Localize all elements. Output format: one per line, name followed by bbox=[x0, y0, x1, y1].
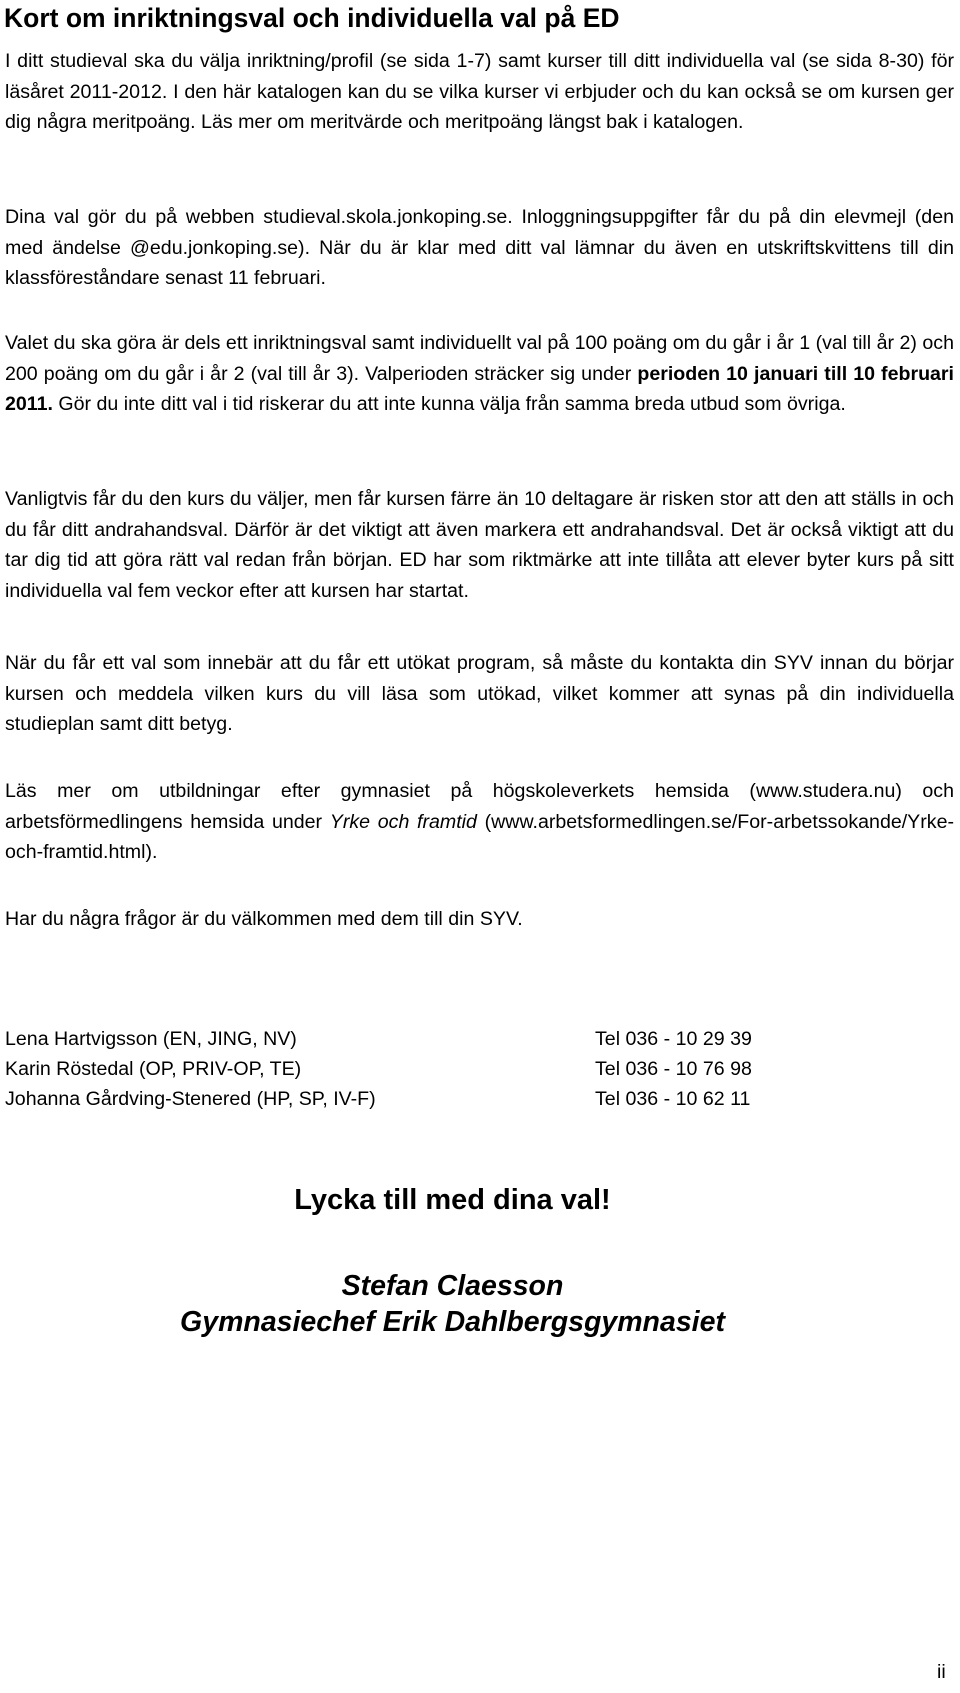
selection-period-warning: Gör du inte ditt val i tid riskerar du att inte kunna välja från samma breda utbud som övriga. bbox=[52, 393, 846, 415]
syv-contact-list bbox=[5, 1024, 954, 1114]
second-choice-paragraph: Vanligtvis får du den kurs du väljer, men får kursen färre än 10 deltagare är risken stor att den att ställs in och du får ditt andrahandsval. Därför är det viktigt att även markera ett andrahandsval. Det är också viktigt att du tar dig tid att göra rätt val redan från början. ED har som riktmärke att inte tillåta att elever byter kurs på sitt individuella val fem veckor efter att kursen har startat. bbox=[5, 488, 954, 602]
yrke-och-framtid-label: Yrke och framtid bbox=[329, 810, 477, 833]
extended-program-paragraph: När du får ett val som innebär att du får ett utökat program, så måste du kontakta din SYV innan du börjar kursen och meddela vilken kurs du vill läsa som utökad, vilket kommer att synas på din individuella studieplan samt ditt betyg. bbox=[5, 652, 954, 735]
page-number: ii bbox=[937, 1661, 946, 1683]
web-selection-paragraph: Dina val gör du på webben studieval.skola.jonkoping.se. Inloggningsuppgifter får du på din elevmejl (den med ändelse @edu.jonkoping.se). När du är klar med ditt val lämnar du även en utskriftskvittens till din klassföreståndare senast 11 februari. bbox=[5, 206, 954, 289]
signature-name: Stefan Claesson bbox=[341, 1270, 564, 1302]
contact-phone: Tel 036 - 10 76 98 bbox=[595, 1058, 752, 1080]
closing-greeting: Lycka till med dina val! bbox=[294, 1184, 611, 1216]
contact-name: Johanna Gårdving-Stenered (HP, SP, IV-F) bbox=[5, 1088, 376, 1110]
contact-name: Lena Hartvigsson (EN, JING, NV) bbox=[5, 1028, 297, 1050]
contact-phone: Tel 036 - 10 29 39 bbox=[595, 1028, 752, 1050]
selection-period-dates: perioden 10 januari till 10 februari 2011. bbox=[5, 362, 954, 415]
selection-period-paragraph bbox=[5, 328, 954, 420]
intro-paragraph: I ditt studieval ska du välja inriktning/profil (se sida 1-7) samt kurser till ditt individuella val (se sida 8-30) för läsåret 2011-2012. I den här katalogen kan du se vilka kurser vi erbjuder och du kan också se om kursen ger dig några meritpoäng. Läs mer om meritvärde och meritpoäng längst bak i katalogen. bbox=[5, 50, 954, 133]
signature-role: Gymnasiechef Erik Dahlbergsgymnasiet bbox=[180, 1306, 725, 1338]
further-reading-paragraph bbox=[5, 776, 954, 868]
contact-phone: Tel 036 - 10 62 11 bbox=[595, 1088, 751, 1110]
contact-name: Karin Röstedal (OP, PRIV-OP, TE) bbox=[5, 1058, 302, 1080]
contact-row bbox=[5, 1024, 954, 1054]
further-reading-text: Läs mer om utbildningar efter gymnasiet på högskoleverkets hemsida (www.studera.nu) och arbetsförmedlingens hemsida under bbox=[5, 780, 954, 833]
further-reading-url: (www.arbetsformedlingen.se/For-arbetssokande/Yrke-och-framtid.html). bbox=[5, 810, 954, 863]
questions-paragraph: Har du några frågor är du välkommen med dem till din SYV. bbox=[5, 908, 523, 930]
document-title: Kort om inriktningsval och individuella val på ED bbox=[4, 3, 620, 33]
selection-period-text: Valet du ska göra är dels ett inriktningsval samt individuellt val på 100 poäng om du går i år 1 (val till år 2) och 200 poäng om du går i år 2 (val till år 3). Valperioden sträcker sig under bbox=[5, 332, 954, 385]
contact-row bbox=[5, 1054, 954, 1084]
signature-block bbox=[0, 1268, 905, 1340]
contact-row bbox=[5, 1084, 954, 1114]
